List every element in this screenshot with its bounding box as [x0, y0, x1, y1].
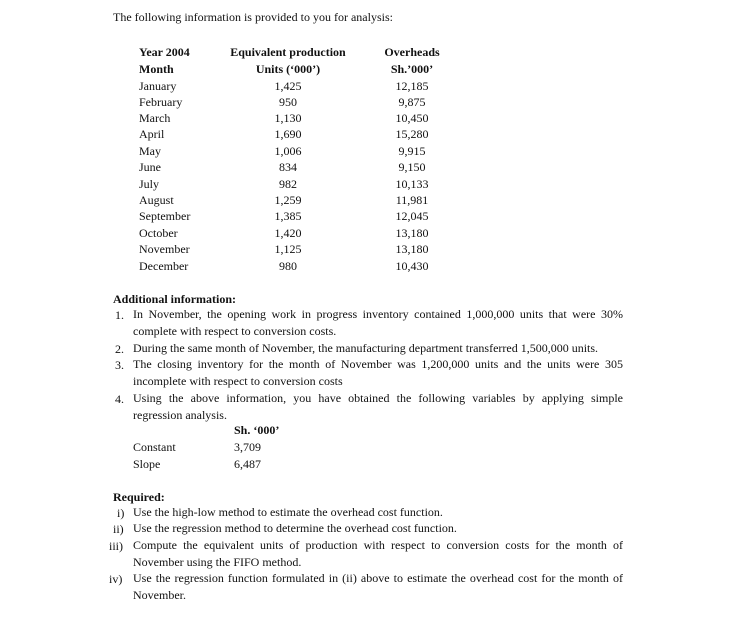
table-row-overheads: 9,875: [398, 95, 426, 109]
table-row-units: 1,006: [274, 144, 302, 158]
table-row-overheads: 12,185: [395, 79, 429, 93]
table-row-month: December: [139, 259, 189, 273]
regression-label-slope: Slope: [133, 457, 161, 471]
additional-heading: Additional information:: [113, 292, 237, 306]
table-row-month: September: [139, 209, 191, 223]
table-row-overheads: 12,045: [395, 209, 429, 223]
table-row-units: 1,125: [274, 242, 302, 256]
table-row-month: May: [139, 144, 161, 158]
list-item-text: Using the above information, you have obtained the following variables by applying simple regression analysis.: [133, 391, 623, 422]
list-item-number: ii): [113, 522, 124, 536]
table-row-overheads: 10,133: [395, 177, 429, 191]
table-row-month: October: [139, 226, 178, 240]
table-row-overheads: 13,180: [395, 226, 429, 240]
header-overheads-units: Sh.’000’: [390, 62, 434, 76]
table-row-month: February: [139, 95, 183, 109]
list-item-number: 4.: [115, 392, 124, 406]
table-row-overheads: 10,450: [395, 111, 429, 125]
table-row-units: 980: [279, 259, 297, 273]
header-eq-production: Equivalent production: [230, 45, 346, 59]
list-item-text: Use the regression function formulated in (ii) above to estimate the overhead cost for the month of November.: [133, 571, 623, 602]
header-year: Year 2004: [139, 45, 190, 59]
regression-value-constant: 3,709: [234, 440, 261, 454]
list-item-number: iii): [109, 539, 123, 553]
table-row-overheads: 10,430: [395, 259, 429, 273]
header-eq-units: Units (‘000’): [255, 62, 321, 76]
list-item-number: 3.: [115, 358, 124, 372]
table-row-month: July: [139, 177, 160, 191]
regression-label-constant: Constant: [133, 440, 176, 454]
header-month: Month: [139, 62, 174, 76]
table-row-units: 1,690: [274, 127, 302, 141]
list-item-text: During the same month of November, the manufacturing department transferred 1,500,000 units.: [133, 341, 599, 355]
list-item-text: Use the regression method to determine the overhead cost function.: [133, 521, 457, 535]
table-row-month: January: [139, 79, 177, 93]
table-row-overheads: 15,280: [395, 127, 429, 141]
list-item-number: 2.: [115, 342, 124, 356]
list-item-number: iv): [109, 572, 123, 586]
list-item-text: In November, the opening work in progress inventory contained 1,000,000 units that were 30% complete with respect to conversion costs.: [133, 307, 623, 338]
table-row-units: 1,385: [274, 209, 302, 223]
table-row-month: April: [139, 127, 165, 141]
regression-unit-header: Sh. ‘000’: [234, 423, 280, 437]
list-item-number: 1.: [115, 308, 124, 322]
table-row-units: 1,425: [274, 79, 302, 93]
required-heading: Required:: [113, 490, 165, 504]
table-row-month: November: [139, 242, 190, 256]
table-row-units: 950: [279, 95, 297, 109]
list-item-text: Use the high-low method to estimate the overhead cost function.: [133, 505, 443, 519]
table-row-units: 834: [279, 160, 297, 174]
list-item-number: i): [117, 506, 125, 520]
table-row-month: June: [139, 160, 161, 174]
header-overheads: Overheads: [384, 45, 440, 59]
table-row-units: 1,420: [274, 226, 302, 240]
table-row-month: March: [139, 111, 171, 125]
regression-value-slope: 6,487: [234, 457, 261, 471]
list-item-text: The closing inventory for the month of November was 1,200,000 units and the units were 305 incomplete with respect to conversion costs: [133, 357, 623, 388]
table-row-month: August: [139, 193, 174, 207]
table-row-overheads: 13,180: [395, 242, 429, 256]
table-row-units: 982: [279, 177, 297, 191]
intro-text: The following information is provided to you for analysis:: [113, 10, 393, 24]
table-row-overheads: 9,915: [398, 144, 426, 158]
table-row-overheads: 11,981: [395, 193, 429, 207]
table-row-overheads: 9,150: [398, 160, 426, 174]
table-row-units: 1,259: [274, 193, 302, 207]
list-item-text: Compute the equivalent units of production with respect to conversion costs for the month of November using the FIFO method.: [133, 538, 623, 569]
table-row-units: 1,130: [274, 111, 302, 125]
